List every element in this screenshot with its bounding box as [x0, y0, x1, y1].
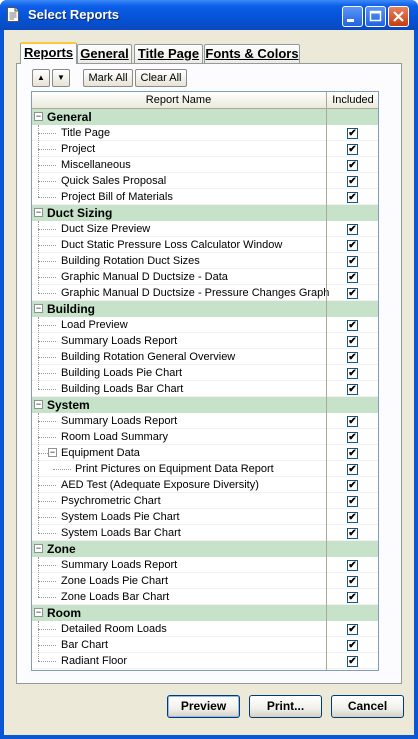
tab-label: Fonts & Colors [205, 46, 299, 61]
report-name: Summary Loads Report [61, 559, 178, 571]
included-checkbox[interactable]: ✔ [348, 256, 357, 267]
move-up-button[interactable]: ▲ [32, 69, 50, 87]
tree-connector-line [38, 229, 56, 230]
report-name: Zone Loads Bar Chart [61, 591, 170, 603]
tab-reports[interactable] [20, 42, 77, 64]
group-label: Zone [47, 542, 76, 556]
included-checkbox[interactable]: ✔ [348, 176, 357, 187]
reports-grid[interactable] [31, 91, 379, 671]
included-checkbox[interactable]: ✔ [348, 288, 357, 299]
tree-connector-line [38, 373, 56, 374]
report-name: System Loads Bar Chart [61, 527, 181, 539]
preview-label: Preview [180, 699, 227, 713]
included-checkbox[interactable]: ✔ [348, 160, 357, 171]
move-down-button[interactable]: ▼ [52, 69, 70, 87]
included-checkbox[interactable]: ✔ [348, 640, 357, 651]
report-name: Building Rotation Duct Sizes [61, 255, 200, 267]
window-title: Select Reports [28, 7, 120, 22]
report-name: Bar Chart [61, 639, 109, 651]
tree-connector-line [38, 485, 56, 486]
preview-button[interactable] [167, 695, 240, 718]
tree-connector-line [38, 133, 56, 134]
maximize-icon [366, 7, 385, 26]
report-name: Detailed Room Loads [61, 623, 167, 635]
cancel-label: Cancel [347, 699, 388, 713]
tree-connector-line [38, 413, 39, 533]
tree-connector-line [38, 181, 56, 182]
included-checkbox[interactable]: ✔ [348, 576, 357, 587]
tree-connector-line [38, 165, 56, 166]
included-checkbox[interactable]: ✔ [348, 432, 357, 443]
tree-connector-line [38, 261, 56, 262]
report-name: Summary Loads Report [61, 335, 178, 347]
collapse-toggle-icon[interactable]: − [35, 543, 42, 553]
report-name: Radiant Floor [61, 655, 128, 667]
print-label: Print... [266, 699, 305, 713]
included-checkbox[interactable]: ✔ [348, 240, 357, 251]
report-name: Title Page [61, 127, 111, 139]
report-name: Graphic Manual D Ductsize - Data [61, 271, 228, 283]
dialog-client-area [4, 30, 414, 735]
tab-general[interactable] [77, 44, 132, 63]
group-label: Duct Sizing [47, 206, 113, 220]
included-checkbox[interactable]: ✔ [348, 560, 357, 571]
included-checkbox[interactable]: ✔ [348, 464, 357, 475]
tree-connector-line [38, 317, 39, 389]
tree-connector-line [38, 533, 56, 534]
tab-label: General [80, 46, 129, 61]
tree-connector-line [38, 389, 56, 390]
included-checkbox[interactable]: ✔ [348, 496, 357, 507]
tree-connector-line [38, 621, 39, 661]
collapse-toggle-icon[interactable]: − [35, 111, 42, 121]
minimize-button[interactable] [342, 6, 363, 27]
included-checkbox[interactable]: ✔ [348, 336, 357, 347]
report-name: Psychrometric Chart [61, 495, 161, 507]
included-checkbox[interactable]: ✔ [348, 144, 357, 155]
collapse-toggle-icon[interactable]: − [49, 447, 56, 457]
included-checkbox[interactable]: ✔ [348, 192, 357, 203]
tree-connector-line [38, 661, 56, 662]
close-icon [389, 7, 408, 26]
collapse-toggle-icon[interactable]: − [35, 207, 42, 217]
tree-connector-line [53, 469, 71, 470]
included-checkbox[interactable]: ✔ [348, 320, 357, 331]
title-bar[interactable] [0, 0, 418, 30]
reports-tab-panel [16, 63, 402, 684]
report-name: Equipment Data [61, 447, 140, 459]
tree-connector-line [38, 245, 56, 246]
report-name: Zone Loads Pie Chart [61, 575, 169, 587]
included-checkbox[interactable]: ✔ [348, 352, 357, 363]
report-name: System Loads Pie Chart [61, 511, 180, 523]
tree-connector-line [38, 437, 56, 438]
report-name: Quick Sales Proposal [61, 175, 167, 187]
included-checkbox[interactable]: ✔ [348, 512, 357, 523]
clear-all-button[interactable]: Clear All [135, 69, 187, 87]
collapse-toggle-icon[interactable]: − [35, 607, 42, 617]
tree-connector-line [38, 341, 56, 342]
collapse-toggle-icon[interactable]: − [35, 303, 42, 313]
tree-connector-line [38, 125, 39, 197]
tree-connector-line [38, 517, 56, 518]
report-name: Load Preview [61, 319, 128, 331]
report-name: Duct Size Preview [61, 223, 151, 235]
group-label: Room [47, 606, 81, 620]
maximize-button[interactable] [365, 6, 386, 27]
included-checkbox[interactable]: ✔ [348, 224, 357, 235]
included-checkbox[interactable]: ✔ [348, 384, 357, 395]
column-header-included[interactable]: Included [326, 92, 379, 108]
included-checkbox[interactable]: ✔ [348, 272, 357, 283]
tree-connector-line [38, 357, 56, 358]
minimize-icon [343, 7, 362, 26]
group-label: Building [47, 302, 95, 316]
column-header-report-name[interactable]: Report Name [145, 94, 212, 106]
tree-connector-line [38, 421, 56, 422]
close-button[interactable] [388, 6, 409, 27]
report-name: Project Bill of Materials [61, 191, 173, 203]
included-checkbox[interactable]: ✔ [348, 368, 357, 379]
included-checkbox[interactable]: ✔ [348, 656, 357, 667]
tree-connector-line [38, 277, 56, 278]
group-label: System [47, 398, 90, 412]
included-checkbox[interactable]: ✔ [348, 592, 357, 603]
tree-connector-line [38, 565, 56, 566]
collapse-toggle-icon[interactable]: − [35, 399, 42, 409]
tree-connector-line [38, 221, 39, 293]
included-checkbox[interactable]: ✔ [348, 416, 357, 427]
report-name: AED Test (Adequate Exposure Diversity) [61, 479, 259, 491]
included-checkbox[interactable]: ✔ [348, 128, 357, 139]
tab-fonts-colors[interactable] [204, 44, 300, 63]
tree-connector-line [38, 325, 56, 326]
tab-title-page[interactable] [134, 44, 203, 63]
cancel-button[interactable] [331, 695, 404, 718]
mark-all-button[interactable]: Mark All [83, 69, 133, 87]
report-name: Graphic Manual D Ductsize - Pressure Changes Graph [61, 287, 330, 299]
included-column-divider [326, 92, 327, 670]
tree-connector-line [38, 149, 56, 150]
tab-label: Reports [23, 45, 74, 60]
tree-connector-line [38, 557, 39, 597]
report-name: Duct Static Pressure Loss Calculator Window [61, 239, 283, 251]
report-name: Room Load Summary [61, 431, 168, 443]
included-checkbox[interactable]: ✔ [348, 624, 357, 635]
document-icon [7, 7, 19, 22]
print-button[interactable] [249, 695, 322, 718]
report-name: Summary Loads Report [61, 415, 178, 427]
included-checkbox[interactable]: ✔ [348, 528, 357, 539]
tree-connector-line [38, 197, 56, 198]
report-name: Miscellaneous [61, 159, 131, 171]
tab-label: Title Page [137, 46, 200, 61]
included-checkbox[interactable]: ✔ [348, 480, 357, 491]
included-checkbox[interactable]: ✔ [348, 448, 357, 459]
report-name: Building Rotation General Overview [61, 351, 236, 363]
tree-connector-line [38, 597, 56, 598]
tree-connector-line [38, 501, 56, 502]
report-name: Building Loads Pie Chart [61, 367, 183, 379]
tree-connector-line [38, 581, 56, 582]
tree-connector-line [38, 645, 56, 646]
group-label: General [47, 110, 92, 124]
report-name: Project [61, 143, 96, 155]
report-name: Print Pictures on Equipment Data Report [75, 463, 274, 475]
report-name: Building Loads Bar Chart [61, 383, 184, 395]
tree-connector-line [38, 629, 56, 630]
tree-connector-line [38, 293, 56, 294]
